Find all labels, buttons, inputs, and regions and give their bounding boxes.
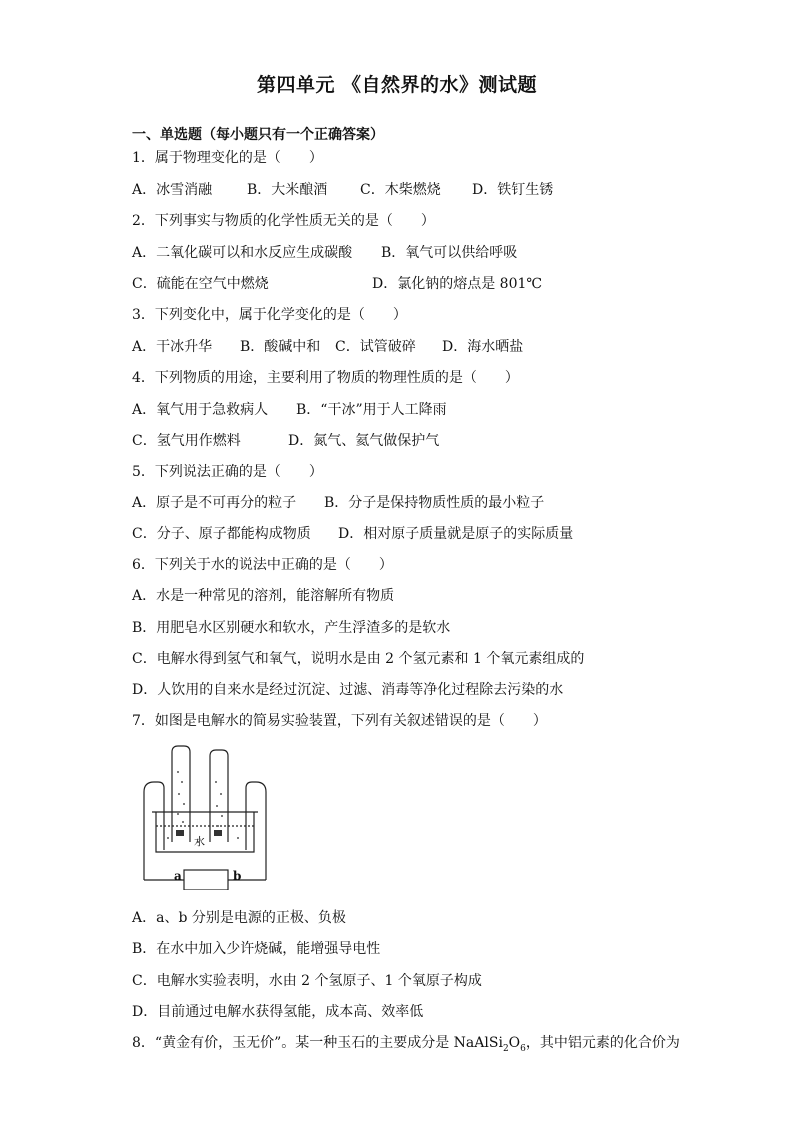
question-2-stem: 2．下列事实与物质的化学性质无关的是（ ） <box>132 213 435 229</box>
electrolysis-apparatus-figure <box>138 742 272 890</box>
question-7-stem: 7．如图是电解水的简易实验装置，下列有关叙述错误的是（ ） <box>132 713 547 729</box>
terminal-label-a: a <box>174 869 182 883</box>
q5-option-d: D．相对原子质量就是原子的实际质量 <box>338 526 574 542</box>
page-title: 第四单元 《自然界的水》测试题 <box>256 74 538 96</box>
question-8-stem <box>132 1034 680 1058</box>
q8-text-part1: 8．“黄金有价，玉无价”。某一种玉石的主要成分是 NaAlSi <box>132 1035 503 1051</box>
q8-subscript-1: 2 <box>502 1043 509 1054</box>
q7-option-c: C．电解水实验表明，水由 2 个氢原子、1 个氧原子构成 <box>132 973 482 989</box>
q7-option-d: D．目前通过电解水获得氢能，成本高、效率低 <box>132 1004 424 1020</box>
q2-option-a: A．二氧化碳可以和水反应生成碳酸 <box>132 245 353 261</box>
q1-option-a: A．冰雪消融 <box>132 182 213 198</box>
question-3-stem: 3．下列变化中，属于化学变化的是（ ） <box>132 307 407 323</box>
q4-option-c: C．氢气用作燃料 <box>132 433 241 449</box>
q1-option-d: D．铁钉生锈 <box>472 182 554 198</box>
q4-option-a: A．氧气用于急救病人 <box>132 402 269 418</box>
q6-option-d: D．人饮用的自来水是经过沉淀、过滤、消毒等净化过程除去污染的水 <box>132 682 564 698</box>
q2-option-b: B．氧气可以供给呼吸 <box>381 245 518 261</box>
q4-option-d: D．氮气、氦气做保护气 <box>288 433 440 449</box>
water-label: 水 <box>194 835 205 848</box>
q1-option-b: B．大米酿酒 <box>247 182 328 198</box>
q6-option-a: A．水是一种常见的溶剂，能溶解所有物质 <box>132 588 395 604</box>
q2-option-d: D．氯化钠的熔点是 801℃ <box>372 276 543 292</box>
section-heading: 一、单选题（每小题只有一个正确答案） <box>132 127 384 143</box>
question-1-stem: 1．属于物理变化的是（ ） <box>132 150 323 166</box>
question-4-stem: 4．下列物质的用途，主要利用了物质的物理性质的是（ ） <box>132 370 519 386</box>
q2-option-c: C．硫能在空气中燃烧 <box>132 276 269 292</box>
q3-option-c: C．试管破碎 <box>335 339 416 355</box>
q5-option-a: A．原子是不可再分的粒子 <box>132 495 297 511</box>
q5-option-c: C．分子、原子都能构成物质 <box>132 526 311 542</box>
q3-option-a: A．干冰升华 <box>132 339 213 355</box>
q8-text-part2: O <box>508 1035 521 1051</box>
terminal-label-b: b <box>233 869 242 883</box>
q8-subscript-2: 6 <box>520 1043 526 1054</box>
question-5-stem: 5．下列说法正确的是（ ） <box>132 464 323 480</box>
question-6-stem: 6．下列关于水的说法中正确的是（ ） <box>132 557 393 573</box>
q1-option-c: C．木柴燃烧 <box>360 182 441 198</box>
q7-option-a: A．a、b 分别是电源的正极、负极 <box>132 910 346 926</box>
q7-option-b: B．在水中加入少许烧碱，能增强导电性 <box>132 941 381 957</box>
q5-option-b: B．分子是保持物质性质的最小粒子 <box>324 495 545 511</box>
q6-option-c: C．电解水得到氢气和氧气，说明水是由 2 个氢元素和 1 个氧元素组成的 <box>132 651 585 667</box>
q6-option-b: B．用肥皂水区别硬水和软水，产生浮渣多的是软水 <box>132 620 451 636</box>
q3-option-d: D．海水晒盐 <box>442 339 524 355</box>
q8-text-part3: ，其中铝元素的化合价为 <box>525 1035 680 1051</box>
q4-option-b: B．“干冰”用于人工降雨 <box>296 402 447 418</box>
q3-option-b: B．酸碱中和 <box>240 339 321 355</box>
